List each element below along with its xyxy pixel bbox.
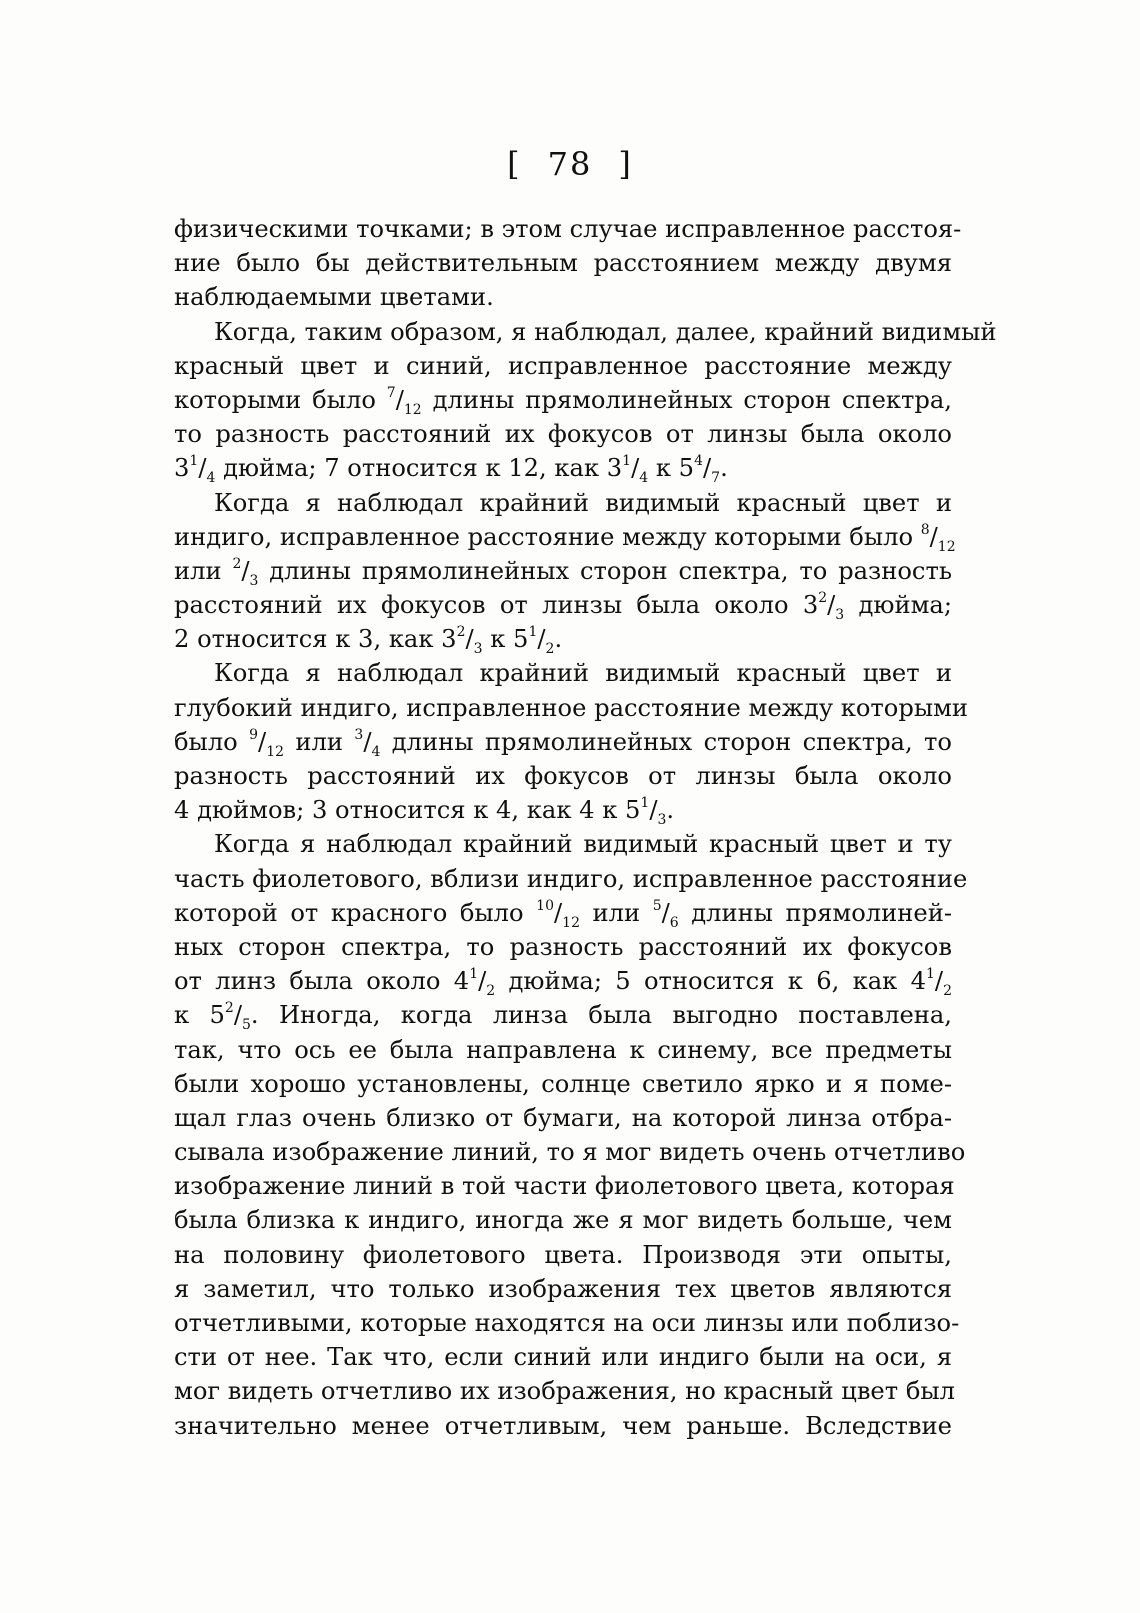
text-segment: была близка к индиго, иногда же я мог видеть больше, чем — [174, 1206, 952, 1235]
text-line — [174, 793, 952, 827]
text-line — [174, 896, 952, 930]
fraction-slash: / — [478, 967, 487, 996]
fraction-slash: / — [537, 625, 546, 654]
fraction-denominator: 3 — [249, 572, 259, 589]
text-segment: дюйма; 5 относится к 6, как 4 — [495, 967, 926, 996]
text-line — [174, 1340, 952, 1374]
page-number-value: 78 — [547, 145, 593, 183]
fraction-denominator: 4 — [206, 470, 216, 487]
text-line — [174, 622, 952, 656]
fraction-slash: / — [702, 454, 712, 483]
text-segment: к 5 — [648, 454, 695, 483]
text-segment: было — [174, 727, 250, 756]
fraction-slash: / — [241, 556, 250, 585]
fraction-numerator: 5 — [652, 897, 662, 914]
text-line — [174, 1238, 952, 1272]
text-line — [174, 759, 952, 793]
text-line — [174, 862, 968, 896]
text-line — [174, 998, 952, 1032]
text-segment: глубокий индиго, исправленное расстояние между которыми — [174, 693, 969, 722]
text-line — [174, 315, 997, 349]
fraction-denominator: 5 — [241, 1017, 251, 1034]
text-line — [174, 1067, 952, 1101]
text-line — [174, 451, 952, 485]
text-segment: 2 относится к 3, как 3 — [174, 625, 457, 654]
fraction-slash: / — [465, 625, 474, 654]
text-line — [174, 520, 956, 555]
fraction-slash: / — [631, 454, 640, 483]
text-segment: красный цвет и синий, исправленное расстояние между — [174, 351, 952, 380]
text-segment: расстояний их фокусов от линзы была около 3 — [174, 591, 819, 620]
page-number-bracket-right: ] — [618, 145, 633, 183]
text-line — [174, 383, 952, 417]
fraction-denominator: 2 — [943, 982, 952, 999]
text-segment: мог видеть отчетливо их изображения, но красный цвет был — [174, 1377, 955, 1406]
fraction-denominator: 4 — [371, 743, 381, 760]
fraction-numerator: 1 — [622, 453, 632, 470]
body-text — [174, 212, 997, 1443]
text-segment: физическими точками; в этом случае исправленное расстоя- — [174, 215, 962, 243]
text-line — [174, 280, 952, 314]
text-segment: дюйма; 7 относится к 12, как 3 — [215, 454, 623, 483]
text-segment: сти от нее. Так что, если синий или индиго были на оси, я — [174, 1343, 952, 1372]
fraction-numerator: 1 — [469, 966, 479, 983]
text-segment: . Иногда, когда линза была выгодно поставлена, — [250, 1001, 952, 1030]
text-segment: от линз была около 4 — [174, 967, 470, 996]
fraction-slash: / — [661, 898, 670, 927]
text-segment: или — [174, 556, 233, 585]
fraction-slash: / — [554, 898, 563, 927]
fraction-denominator: 3 — [835, 606, 845, 623]
text-segment: на половину фиолетового цвета. Производя эти опыты, — [174, 1240, 952, 1269]
fraction-numerator: 2 — [232, 555, 242, 572]
text-segment: ние было бы действительным расстоянием между двумя — [174, 249, 952, 278]
fraction-numerator: 9 — [249, 726, 259, 743]
text-segment: изображение линий в той части фиолетового цвета, которая — [174, 1172, 955, 1201]
text-segment: дюйма; — [844, 591, 952, 620]
fraction-slash: / — [198, 454, 207, 483]
text-segment: к 5 — [482, 625, 529, 654]
text-segment: . — [720, 454, 728, 483]
text-line — [174, 930, 952, 964]
text-line — [174, 1409, 952, 1443]
fraction-denominator: 12 — [266, 743, 285, 760]
text-segment: длины прямолинейных сторон спектра, — [421, 385, 952, 414]
fraction-denominator: 12 — [562, 914, 580, 931]
text-segment: были хорошо установлены, солнце светило ярко и я поме- — [174, 1069, 952, 1098]
page-number — [0, 145, 1140, 183]
text-segment: Когда я наблюдал крайний видимый красный цвет и — [214, 659, 952, 688]
text-segment: которой от красного было — [174, 898, 537, 927]
text-segment: или — [579, 898, 653, 927]
text-line — [174, 1135, 966, 1169]
text-segment: к 5 — [174, 1001, 225, 1030]
text-segment: ных сторон спектра, то разность расстояний их фокусов — [174, 932, 952, 961]
text-segment: длины прямолинейных сторон спектра, то — [380, 727, 952, 756]
text-line — [174, 1169, 955, 1203]
text-segment: значительно менее отчетливым, чем раньше. Вследствие — [174, 1411, 952, 1440]
fraction-slash: / — [258, 727, 267, 756]
text-line — [174, 1306, 960, 1340]
text-line — [174, 656, 952, 690]
fraction-numerator: 3 — [354, 726, 364, 743]
fraction-numerator: 1 — [528, 624, 538, 641]
fraction-denominator: 7 — [711, 470, 721, 487]
fraction-denominator: 12 — [403, 401, 422, 418]
fraction-numerator: 1 — [926, 966, 935, 983]
text-segment: индиго, исправленное расстояние между которыми было — [174, 522, 921, 551]
text-line — [174, 1203, 952, 1237]
text-segment: я заметил, что только изображения тех цветов являются — [174, 1274, 952, 1303]
text-line — [174, 827, 952, 861]
text-line — [174, 417, 952, 451]
fraction-denominator: 4 — [639, 470, 649, 487]
text-segment: то разность расстояний их фокусов от линзы была около — [174, 420, 952, 449]
fraction-denominator: 3 — [473, 641, 483, 658]
fraction-denominator: 12 — [937, 538, 956, 555]
fraction-denominator: 6 — [669, 914, 679, 931]
fraction-numerator: 7 — [386, 384, 396, 401]
text-segment: длины прямолиней- — [678, 898, 953, 927]
text-line — [174, 1033, 952, 1067]
fraction-slash: / — [934, 967, 944, 996]
text-segment: которыми было — [174, 385, 387, 414]
fraction-numerator: 1 — [189, 453, 199, 470]
text-segment: Когда я наблюдал крайний видимый красный цвет и ту — [214, 830, 952, 859]
fraction-numerator: 8 — [920, 521, 930, 538]
fraction-numerator: 10 — [536, 897, 554, 914]
text-line — [174, 588, 952, 622]
fraction-slash: / — [649, 796, 658, 825]
fraction-slash: / — [827, 591, 836, 620]
fraction-numerator: 2 — [456, 624, 466, 641]
text-segment: отчетливыми, которые находятся на оси линзы или поблизо- — [174, 1309, 960, 1337]
text-segment: щал глаз очень близко от бумаги, на которой линза отбра- — [174, 1103, 952, 1132]
text-segment: . — [554, 625, 563, 654]
fraction-numerator: 1 — [640, 795, 650, 812]
fraction-slash: / — [363, 727, 372, 756]
text-segment: наблюдаемыми цветами. — [174, 283, 494, 312]
text-line — [174, 486, 952, 520]
text-line — [174, 725, 952, 759]
text-segment: разность расстояний их фокусов от линзы была около — [174, 762, 952, 790]
page-number-bracket-left: [ — [507, 145, 522, 183]
text-line — [174, 1374, 955, 1408]
text-segment: . — [666, 796, 675, 825]
fraction-slash: / — [395, 385, 404, 414]
fraction-numerator: 2 — [818, 590, 828, 606]
text-line — [174, 212, 962, 246]
text-segment: длины прямолинейных сторон спектра, то разность — [258, 556, 952, 585]
fraction-slash: / — [233, 1001, 242, 1030]
fraction-numerator: 2 — [224, 1000, 234, 1017]
text-segment: сывала изображение линий, то я мог видеть очень отчетливо — [174, 1138, 966, 1167]
text-line — [174, 349, 952, 383]
text-segment: или — [284, 727, 355, 756]
text-segment: 3 — [174, 454, 190, 483]
fraction-denominator: 2 — [545, 641, 555, 658]
text-line — [174, 1272, 952, 1306]
text-segment: Когда я наблюдал крайний видимый красный цвет и — [214, 488, 952, 517]
text-line — [174, 1101, 952, 1135]
fraction-numerator: 4 — [694, 453, 703, 470]
text-segment: часть фиолетового, вблизи индиго, исправленное расстояние — [174, 864, 968, 893]
text-segment: 4 дюймов; 3 относится к 4, как 4 к 5 — [174, 796, 641, 825]
text-line — [174, 691, 969, 725]
fraction-slash: / — [929, 522, 938, 551]
fraction-denominator: 3 — [657, 812, 667, 829]
text-line — [174, 554, 952, 588]
text-segment: так, что ось ее была направлена к синему, все предметы — [174, 1035, 952, 1064]
text-line — [174, 964, 952, 998]
text-line — [174, 246, 952, 280]
text-segment: Когда, таким образом, я наблюдал, далее, крайний видимый — [214, 317, 997, 346]
fraction-denominator: 2 — [486, 982, 496, 999]
